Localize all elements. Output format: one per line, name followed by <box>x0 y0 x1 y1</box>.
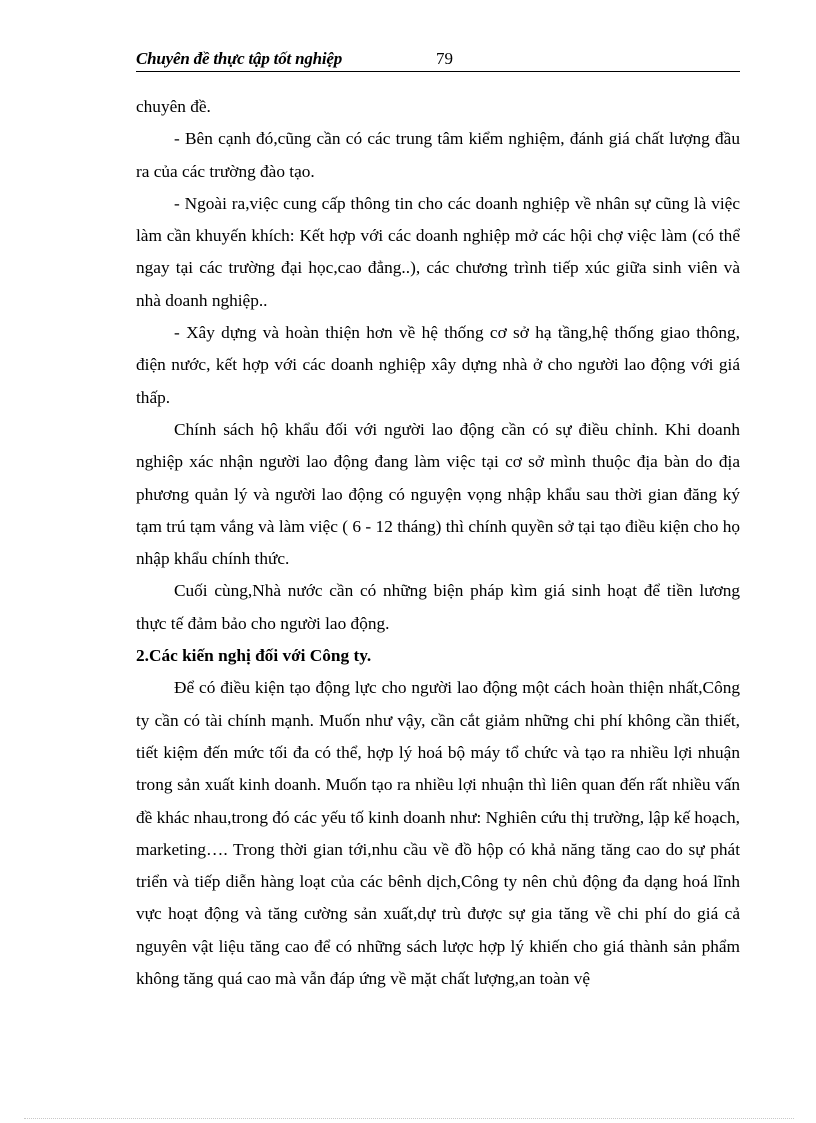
paragraph-quality-centers: - Bên cạnh đó,cũng cần có các trung tâm kiểm nghiệm, đánh giá chất lượng đầu ra của các trường đào tạo. <box>136 129 740 181</box>
paragraph-continuation: chuyên đề. <box>136 97 211 116</box>
paragraph-household-policy: Chính sách hộ khẩu đối với người lao động cần có sự điều chỉnh. Khi doanh nghiệp xác nhận người lao động đang làm việc tại cơ sở mình thuộc địa bàn do địa phương quản lý và người lao động có nguyện vọng nhập khẩu sau thời gian đăng ký tạm trú tạm vắng và làm việc ( 6 - 12 tháng) thì chính quyền sở tại tạo điều kiện cho họ nhập khẩu chính thức. <box>136 419 740 569</box>
document-body <box>136 91 740 995</box>
page-number: 79 <box>436 49 453 68</box>
section-heading: 2.Các kiến nghị đối với Công ty. <box>136 646 372 666</box>
paragraph-infrastructure: - Xây dựng và hoàn thiện hơn về hệ thống cơ sở hạ tầng,hệ thống giao thông, điện nước, kết hợp với các doanh nghiệp xây dựng nhà ở cho người lao động với giá thấp. <box>136 323 740 407</box>
document-title: Chuyên đề thực tập tốt nghiệp <box>136 49 343 68</box>
page-header <box>136 49 740 72</box>
page-bottom-divider <box>24 1118 794 1119</box>
paragraph-information: - Ngoài ra,việc cung cấp thông tin cho các doanh nghiệp về nhân sự cũng là việc làm cần khuyến khích: Kết hợp với các doanh nghiệp mở các hội chợ việc làm (có thể ngay tại các trường đại học,cao đẳng..), các chương trình tiếp xúc giữa sinh viên và nhà doanh nghiệp.. <box>136 193 740 310</box>
paragraph-price-control: Cuối cùng,Nhà nước cần có những biện pháp kìm giá sinh hoạt để tiền lương thực tế đảm bảo cho người lao động. <box>136 581 740 633</box>
paragraph-company-recommendations: Để có điều kiện tạo động lực cho người lao động một cách hoàn thiện nhất,Công ty cần có tài chính mạnh. Muốn như vậy, cần cắt giảm những chi phí không cần thiết, tiết kiệm đến mức tối đa có thể, hợp lý hoá bộ máy tổ chức và tạo ra nhiều lợi nhuận trong sản xuất kinh doanh. Muốn tạo ra nhiều lợi nhuận thì liên quan đến rất nhiều vấn đề khác nhau,trong đó các yếu tố kinh doanh như: Nghiên cứu thị trường, lập kế hoạch, marketing…. Trong thời gian tới,nhu cầu về đồ hộp có khả năng tăng cao do sự phát triển và tiếp diễn hàng loạt của các bênh dịch,Công ty nên chủ động đa dạng hoá lĩnh vực hoạt động và tăng cường sản xuất,dự trù được sự gia tăng về chi phí do giá cả nguyên vật liệu tăng cao để có những sách lược hợp lý khiến cho giá thành sản phẩm không tăng quá cao mà vẫn đáp ứng về mặt chất lượng,an toàn vệ <box>136 678 740 989</box>
